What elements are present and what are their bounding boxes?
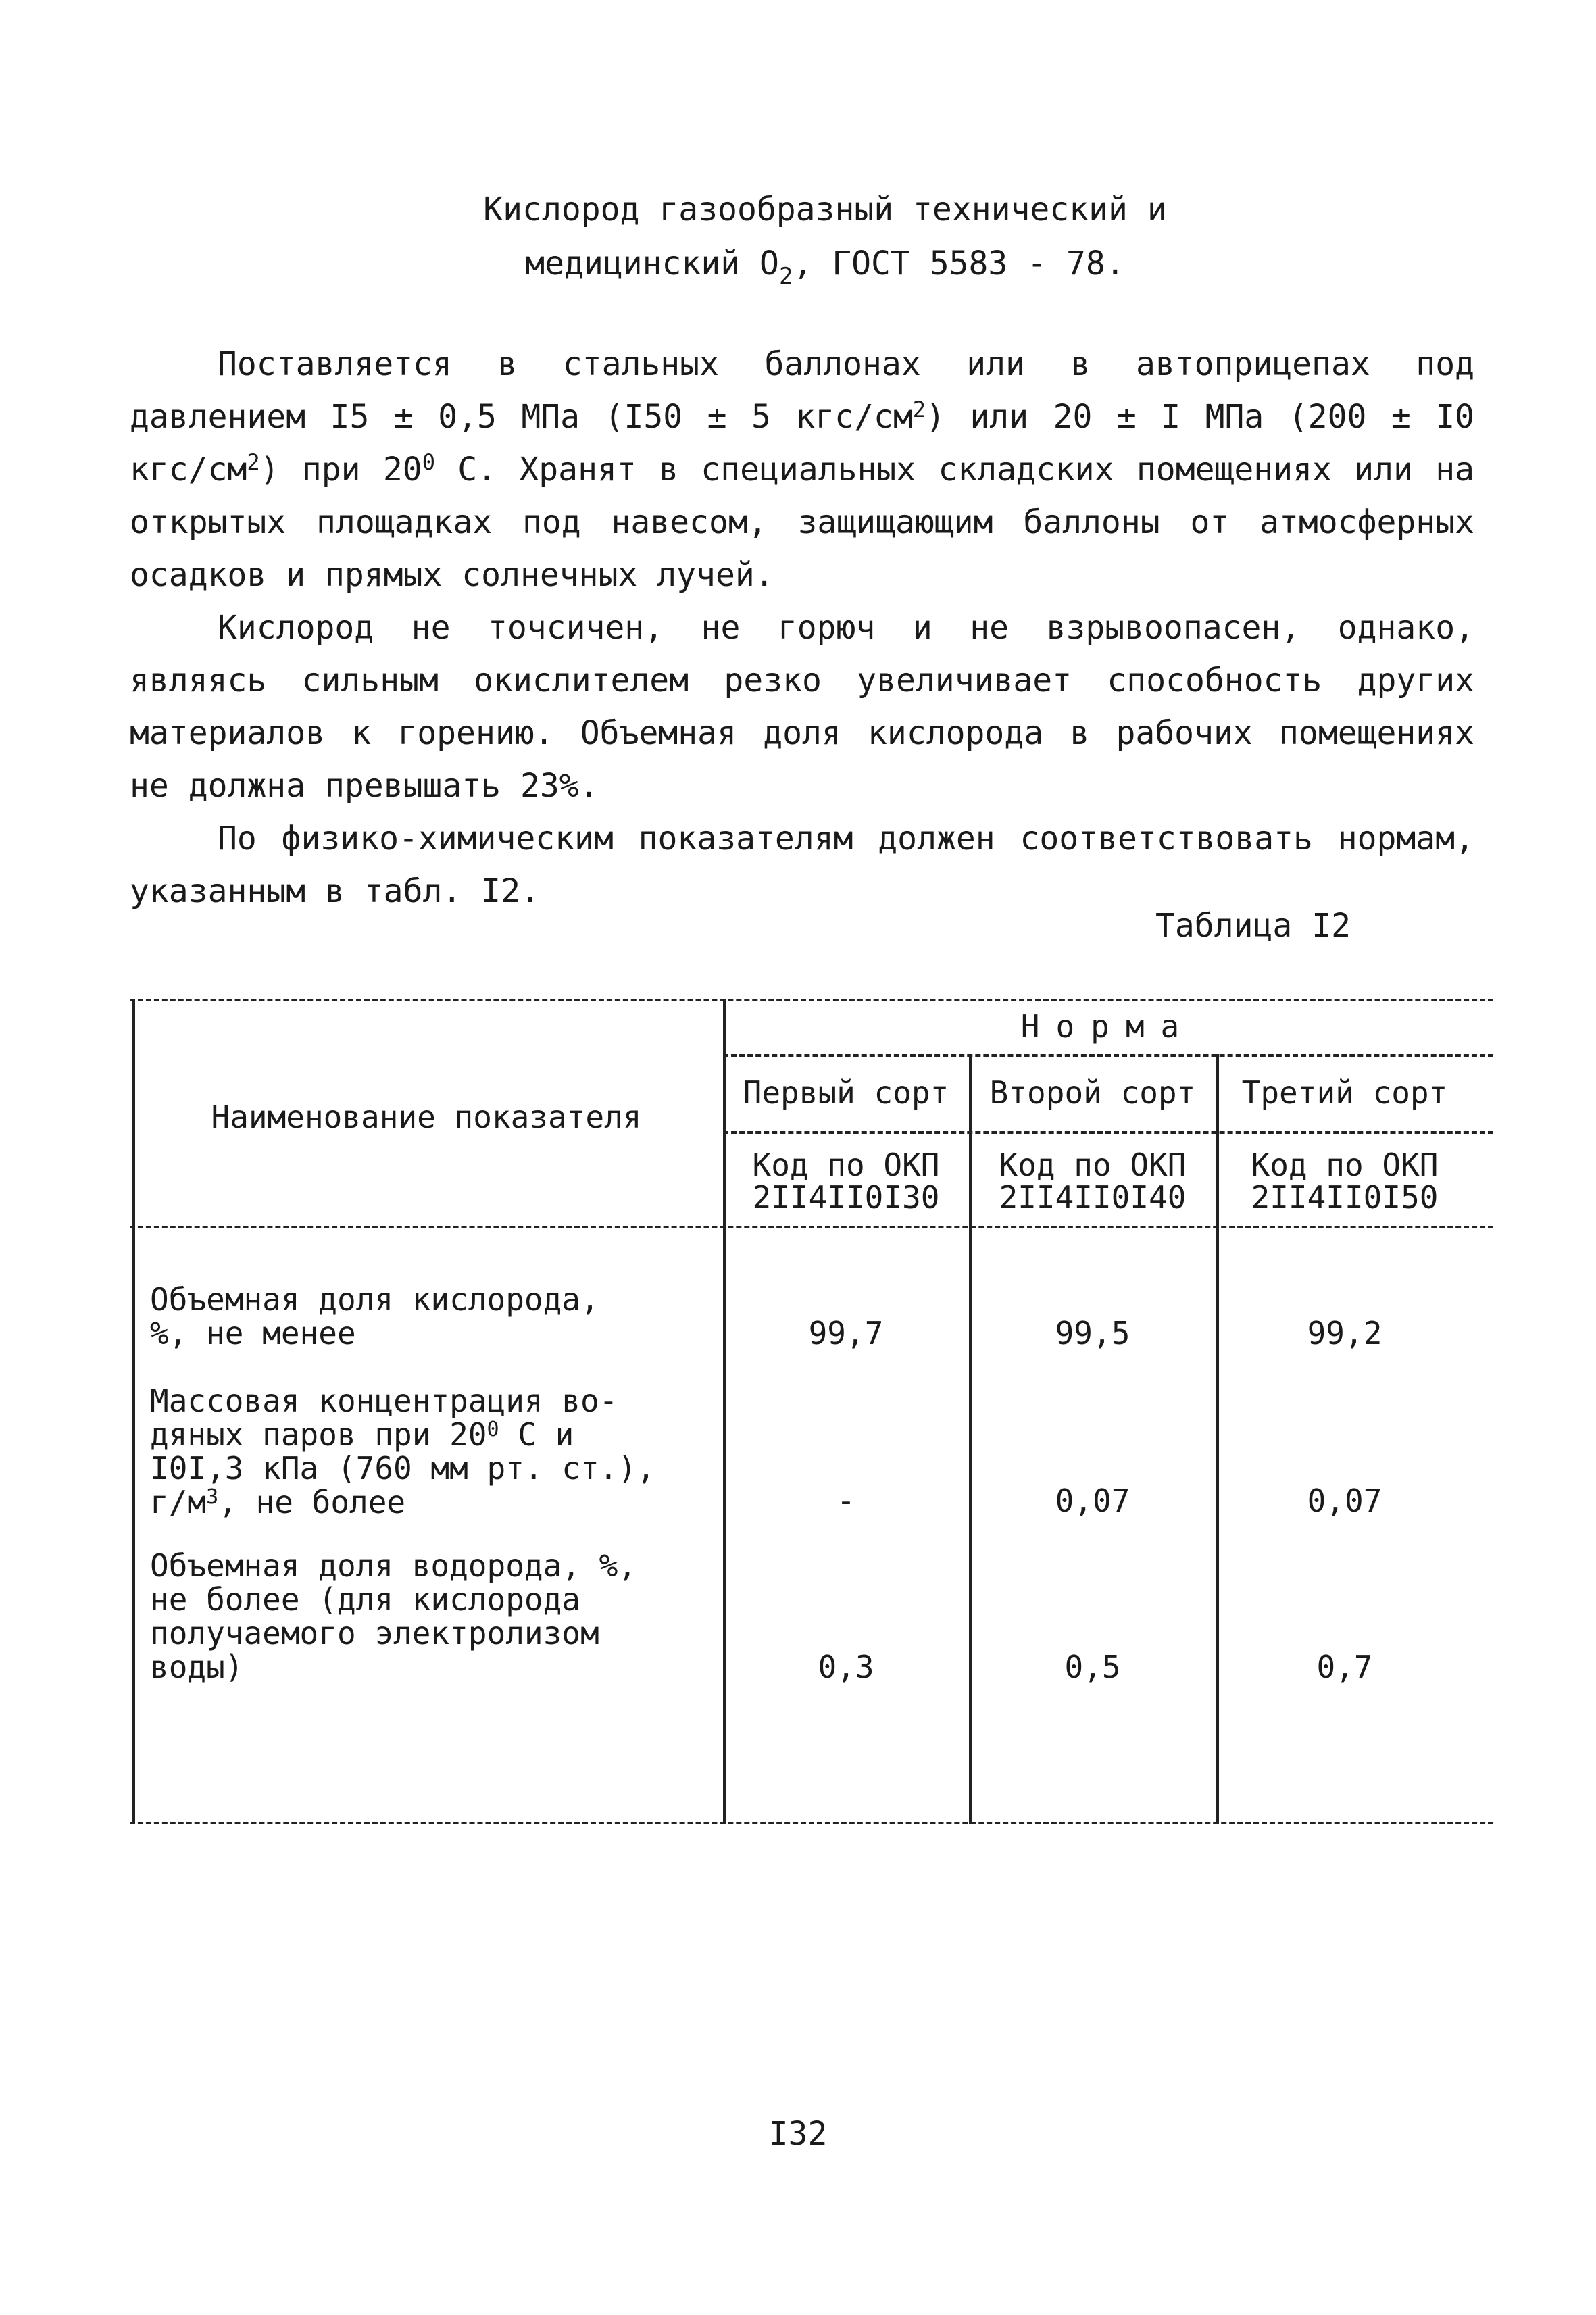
row-1-value-1: 99,7 bbox=[808, 1315, 884, 1351]
row-3-value-3: 0,7 bbox=[1316, 1649, 1373, 1685]
paragraph-3: По физико-химическим показателям должен соответствовать нормам, указанным в табл. I2. bbox=[130, 820, 1474, 910]
body-text bbox=[130, 338, 1474, 918]
row-1-value-3: 99,2 bbox=[1307, 1315, 1382, 1351]
header-name-column: Наименование показателя bbox=[211, 1099, 642, 1135]
row-2-value-1: - bbox=[837, 1483, 855, 1519]
row-2-value-3: 0,07 bbox=[1307, 1483, 1382, 1519]
row-2-name: Массовая концентрация во- дяных паров при $20^0$ С и I0I,3 кПа (760 мм рт. ст.), $г/м^3$, не более bbox=[150, 1383, 655, 1520]
header-code-1: Код по ОКП 2II4II0I30 bbox=[752, 1147, 940, 1216]
row-3-value-1: 0,3 bbox=[818, 1649, 874, 1685]
row-3-value-2: 0,5 bbox=[1064, 1649, 1121, 1685]
table-rule-header-bottom bbox=[130, 1226, 1493, 1228]
page-number: I32 bbox=[768, 2115, 828, 2153]
header-code-3: Код по ОКП 2II4II0I50 bbox=[1251, 1147, 1439, 1216]
table-caption: Таблица I2 bbox=[1155, 907, 1351, 945]
row-1-value-2: 99,5 bbox=[1055, 1315, 1130, 1351]
paragraph-1: Поставляется в стальных баллонах или в автоприцепах под давлением I5 ± 0,5 МПа (I50 ± 5 кгс/$см^2$) или 20 ± I МПа (200 ± I0 кгс/$см^2$) при $20^0$ С. Хранят в специальных складских помещениях или на открытых площадках под навесом, защищающим баллоны от атмосферных осадков и прямых солнечных лучей. bbox=[130, 345, 1475, 594]
header-grade-3: Третий сорт bbox=[1241, 1074, 1448, 1111]
title-line-2: медицинский $O_2$, ГОСТ 5583 - 78. bbox=[525, 245, 1125, 290]
header-grade-2: Второй сорт bbox=[989, 1074, 1196, 1111]
document-title bbox=[0, 182, 1596, 291]
paragraph-2: Кислород не точсичен, не горюч и не взрывоопасен, однако, являясь сильным окислителем резко увеличивает способность других материалов к горению. Объемная доля кислорода в рабочих помещениях не должна превышать 23%. bbox=[130, 609, 1474, 805]
title-line-1: Кислород газообразный технический и bbox=[483, 191, 1167, 228]
header-grade-1: Первый сорт bbox=[743, 1074, 949, 1111]
row-1-name: Объемная доля кислорода, %, не менее bbox=[150, 1281, 599, 1351]
header-norma: Норма bbox=[1020, 1008, 1196, 1045]
specs-table bbox=[130, 999, 1493, 1824]
table-rule-top bbox=[130, 999, 1493, 1001]
table-rule-grades bbox=[723, 1131, 1493, 1134]
row-2-value-2: 0,07 bbox=[1055, 1483, 1130, 1519]
table-rule-norma bbox=[723, 1054, 1493, 1057]
header-code-2: Код по ОКП 2II4II0I40 bbox=[999, 1147, 1187, 1216]
table-rule-bottom bbox=[130, 1822, 1493, 1824]
row-3-name: Объемная доля водорода, %, не более (для кислорода получаемого электролизом воды) bbox=[150, 1547, 637, 1685]
table-rule-col1 bbox=[723, 999, 726, 1824]
